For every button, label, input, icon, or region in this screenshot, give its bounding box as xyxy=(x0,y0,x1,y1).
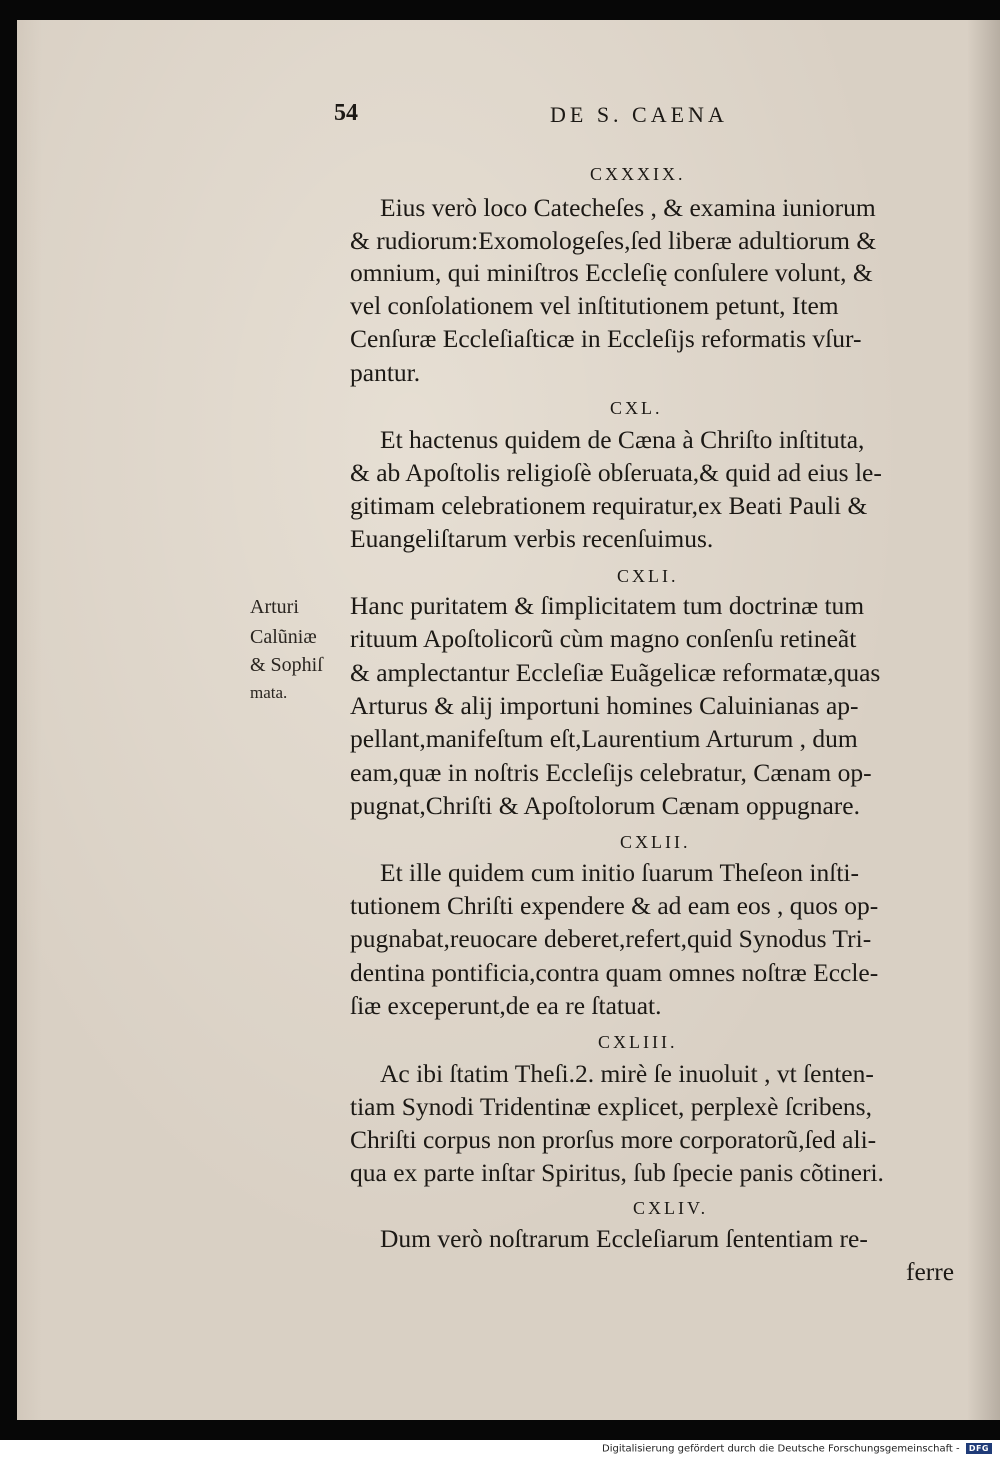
text-line: qua ex parte inſtar Spiritus, ſub ſpecie panis cõtineri. xyxy=(350,1158,884,1187)
text-line: tutionem Chriſti expendere & ad eam eos , quos op- xyxy=(350,891,879,920)
text-line: tiam Synodi Tridentinæ explicet, perplexè ſcribens, xyxy=(350,1092,872,1121)
text-line: Euangeliſtarum verbis recenſuimus. xyxy=(350,524,714,553)
catchword: ferre xyxy=(906,1257,955,1286)
footer-text: Digitalisierung gefördert durch die Deutsche Forschungsgemeinschaft - xyxy=(602,1443,960,1455)
text-line: pugnat,Chriſti & Apoſtolorum Cænam oppugnare. xyxy=(350,791,860,820)
text-line: & amplectantur Eccleſiæ Euãgelicæ reformatæ,quas xyxy=(350,658,881,687)
marginal-note-line: mata. xyxy=(250,683,288,702)
text-line: rituum Apoſtolicorũ cùm magno conſenſu retineãt xyxy=(350,624,857,653)
text-line: omnium, qui miniſtros Eccleſię conſulere volunt, & xyxy=(350,258,873,287)
text-line: vel conſolationem vel inſtitutionem petunt, Item xyxy=(350,291,839,320)
text-line: Et hactenus quidem de Cæna à Chriſto inſtituta, xyxy=(380,425,865,454)
text-line: Et ille quidem cum initio ſuarum Theſeon inſti- xyxy=(380,858,859,887)
digitization-credit xyxy=(602,1443,992,1457)
text-line: pantur. xyxy=(350,358,421,387)
running-head xyxy=(334,100,754,140)
text-line: pellant,manifeſtum eſt,Laurentium Arturum , dum xyxy=(350,724,858,753)
section-numeral: CXXXIX. xyxy=(590,164,686,184)
text-line: Arturus & alij importuni homines Caluinianas ap- xyxy=(350,691,859,720)
section-numeral: CXLIV. xyxy=(633,1198,709,1218)
section-numeral: CXLII. xyxy=(620,832,691,852)
page-number: 54 xyxy=(334,100,358,126)
text-line: eam,quæ in noſtris Eccleſijs celebratur, Cænam op- xyxy=(350,758,872,787)
section-numeral: CXL. xyxy=(610,398,663,418)
text-line: Cenſuræ Eccleſiaſticæ in Eccleſijs reformatis vſur- xyxy=(350,324,862,353)
section-numeral: CXLI. xyxy=(617,566,679,586)
text-line: dentina pontificia,contra quam omnes noſtræ Eccle- xyxy=(350,958,879,987)
marginal-note-line: Arturi xyxy=(250,596,299,618)
text-line: Ac ibi ſtatim Theſi.2. mirè ſe inuoluit , vt ſenten- xyxy=(380,1059,874,1088)
text-line: & rudiorum:Exomologeſes,ſed liberæ adultiorum & xyxy=(350,226,877,255)
section-numeral: CXLIII. xyxy=(598,1032,678,1052)
text-line: gitimam celebrationem requiratur,ex Beati Pauli & xyxy=(350,491,868,520)
text-line: pugnabat,reuocare deberet,refert,quid Synodus Tri- xyxy=(350,924,872,953)
text-line: Chriſti corpus non prorſus more corporatorũ,ſed ali- xyxy=(350,1125,877,1154)
dfg-logo-icon: DFG xyxy=(966,1443,992,1454)
text-line: Hanc puritatem & ſimplicitatem tum doctrinæ tum xyxy=(350,591,865,620)
text-line: Dum verò noſtrarum Eccleſiarum ſententiam re- xyxy=(380,1224,868,1253)
marginal-note-line: Calũniæ xyxy=(250,626,317,648)
running-title: DE S. CAENA xyxy=(550,102,728,127)
text-line: & ab Apoſtolis religioſè obſeruata,& quid ad eius le- xyxy=(350,458,882,487)
text-line: Eius verò loco Catecheſes , & examina iuniorum xyxy=(380,193,876,222)
marginal-note-line: & Sophiſ xyxy=(250,654,323,676)
text-line: ſiæ exceperunt,de ea re ſtatuat. xyxy=(350,991,662,1020)
